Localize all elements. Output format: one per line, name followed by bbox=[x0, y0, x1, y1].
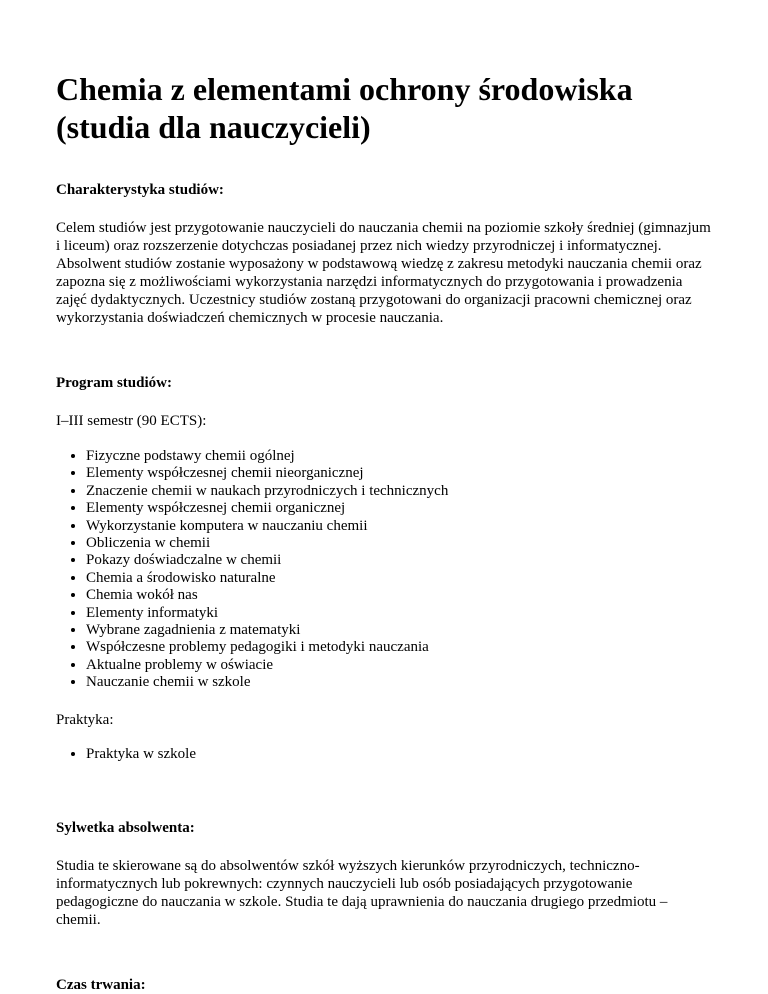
list-item: • Obliczenia w chemii bbox=[86, 535, 712, 552]
list-item: • Chemia a środowisko naturalne bbox=[86, 570, 712, 587]
list-item: • Nauczanie chemii w szkole bbox=[86, 674, 712, 691]
list-item: • Wykorzystanie komputera w nauczaniu chemii bbox=[86, 518, 712, 535]
list-item: • Współczesne problemy pedagogiki i metodyki nauczania bbox=[86, 639, 712, 656]
list-item: • Elementy współczesnej chemii organicznej bbox=[86, 500, 712, 517]
list-item: • Elementy informatyki bbox=[86, 605, 712, 622]
list-item: • Praktyka w szkole bbox=[86, 746, 712, 763]
list-item: • Pokazy doświadczalne w chemii bbox=[86, 552, 712, 569]
list-item: • Wybrane zagadnienia z matematyki bbox=[86, 622, 712, 639]
characteristics-heading: Charakterystyka studiów: bbox=[56, 182, 224, 198]
list-item: • Fizyczne podstawy chemii ogólnej bbox=[86, 448, 712, 465]
graduate-heading: Sylwetka absolwenta: bbox=[56, 820, 195, 837]
subjects-list bbox=[56, 448, 712, 692]
list-item: • Chemia wokół nas bbox=[86, 587, 712, 604]
list-item: • Aktualne problemy w oświacie bbox=[86, 657, 712, 674]
graduate-body: Studia te skierowane są do absolwentów szkół wyższych kierunków przyrodniczych, techniczno-informatycznych lub pokrewnych: czynnych nauczycieli lub osób posiadających przygotowanie pedagogiczne do nauczania w szkole. Studia te dają uprawnienia do nauczania drugiego przedmiotu – chemii. bbox=[56, 858, 668, 929]
duration-heading: Czas trwania: bbox=[56, 977, 146, 994]
semester-label: I–III semestr (90 ECTS): bbox=[56, 413, 207, 429]
practice-list bbox=[56, 746, 712, 763]
list-item: • Znaczenie chemii w naukach przyrodniczych i technicznych bbox=[86, 483, 712, 500]
program-heading: Program studiów: bbox=[56, 375, 172, 391]
characteristics-body: Celem studiów jest przygotowanie nauczycieli do nauczania chemii na poziomie szkoły średniej (gimnazjum i liceum) oraz rozszerzenie dotychczas posiadanej przez nich wiedzy przyrodniczej i informatycznej. Absolwent studiów zostanie wyposażony w podstawową wiedzę z zakresu metodyki nauczania chemii oraz zapozna się z możliwościami wykorzystania narzędzi informatycznych do przygotowania i prowadzenia zajęć dydaktycznych. Uczestnicy studiów zostaną przygotowani do organizacji pracowni chemicznej oraz wykorzystania doświadczeń chemicznych w procesie nauczania. bbox=[56, 220, 711, 326]
practice-label: Praktyka: bbox=[56, 711, 114, 728]
list-item: • Elementy współczesnej chemii nieorganicznej bbox=[86, 465, 712, 482]
page-title: Chemia z elementami ochrony środowiska (studia dla nauczycieli) bbox=[56, 71, 633, 145]
